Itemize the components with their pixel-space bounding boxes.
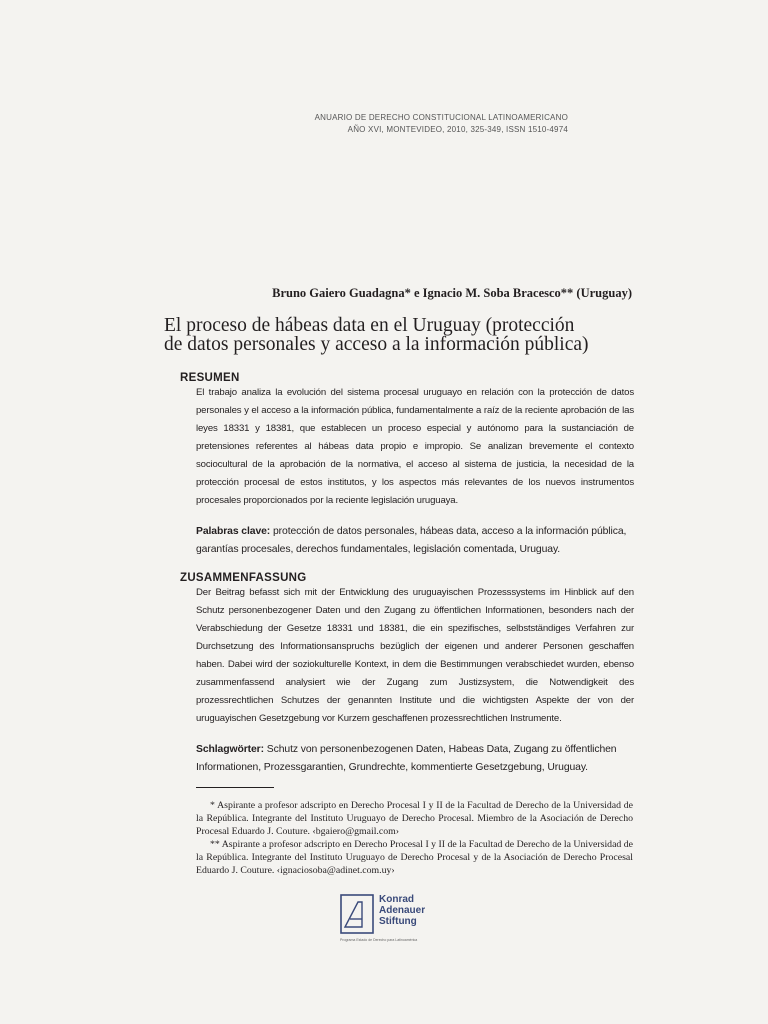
journal-header (315, 112, 568, 136)
footnote-1: * Aspirante a profesor adscripto en Derecho Procesal I y II de la Facultad de Derecho de la Universidad de la República. Integrante del Instituto Uruguayo de Derecho Procesal. Miembro de la Asociación de Derecho Procesal Eduardo J. Couture. ‹bgaiero@gmail.com› (196, 800, 633, 837)
kas-logo-text (379, 894, 425, 927)
resumen-body: El trabajo analiza la evolución del sistema procesal uruguayo en relación con la protección de datos personales y el acceso a la información pública, fundamentalmente a raíz de la reciente aprobación de las leyes 18331 y 18381, que establecen un proceso especial y autónomo para la sustanciación de pretensiones referentes al hábeas data propio e impropio. Se analizan brevemente el contexto sociocultural de la aprobación de la normativa, el acceso al sistema de justicia, la necesidad de la protección procesal de estos institutos, y los aspectos más relevantes de los nuevos instrumentos procesales proporcionados por la reciente legislación uruguaya. (196, 387, 634, 506)
title-line1: El proceso de hábeas data en el Uruguay (protección (164, 315, 575, 336)
kas-logo-line1: Konrad (379, 894, 414, 905)
zusammenfassung-heading: ZUSAMMENFASSUNG (180, 572, 307, 584)
authors: Bruno Gaiero Guadagna* e Ignacio M. Soba Bracesco** (Uruguay) (272, 286, 632, 300)
zusammenfassung-body: Der Beitrag befasst sich mit der Entwicklung des uruguayischen Prozesssystems im Hinblick auf den Schutz personenbezogener Daten und den Zugang zu öffentlichen Informationen, besonders nach der Verabschiedung der Gesetze 18331 und 18381, die ein spezifisches, selbstständiges Verfahren zur Durchsetzung des Informationsanspruchs bezüglich der eigenen und anderer Personen geschaffen haben. Dabei wird der soziokulturelle Kontext, in dem die Bestimmungen verabschiedet wurden, ebenso zusammenfassend analysiert wie der Zugang zum Justizsystem, die Notwendigkeit des prozessrechtlichen Schutzes der genannten Institute und die wichtigsten Aspekte der von der uruguayischen Gesetzgebung vor Kurzem geschaffenen prozessrechtlichen Instrumente. (196, 587, 634, 724)
kas-logo-line2: Adenauer (379, 905, 426, 916)
resumen-heading: RESUMEN (180, 372, 240, 384)
resumen-keywords-text: protección de datos personales, hábeas data, acceso a la información pública, garantías procesales, derechos fundamentales, legislación comentada, Uruguay. (196, 526, 627, 555)
zusammenfassung-section (180, 572, 634, 777)
kas-logo-subtitle: Programa Estado de Derecho para Latinoamérica (340, 938, 418, 942)
article-title (164, 316, 624, 354)
footnote-2: ** Aspirante a profesor adscripto en Derecho Procesal I y II de la Facultad de Derecho de la Universidad de la República. Integrante del Instituto Uruguayo de Derecho Procesal y de la Asociación de Derecho Procesal Eduardo J. Couture. ‹ignaciosoba@adinet.com.uy› (196, 839, 634, 876)
footnote-divider (196, 787, 274, 788)
resumen-keywords (196, 523, 634, 559)
footnotes (196, 799, 633, 877)
kas-logo-line3: Stiftung (379, 916, 417, 927)
kas-logo (340, 894, 440, 946)
zusammenfassung-keywords-label: Schlagwörter: (196, 744, 264, 755)
zusammenfassung-keywords-text: Schutz von personenbezogenen Daten, Habeas Data, Zugang zu öffentlichen Informationen, Prozessgarantien, Grundrechte, kommentierte Gesetzgebung, Uruguay. (196, 744, 617, 773)
title-line2: de datos personales y acceso a la información pública) (164, 334, 589, 355)
journal-header-line1: ANUARIO DE DERECHO CONSTITUCIONAL LATINOAMERICANO (314, 113, 568, 122)
zusammenfassung-keywords (196, 741, 634, 777)
resumen-section (180, 372, 634, 559)
resumen-keywords-label: Palabras clave: (196, 526, 271, 537)
kas-logo-icon (340, 894, 374, 934)
journal-header-line2: AÑO XVI, MONTEVIDEO, 2010, 325-349, ISSN 1510-4974 (347, 125, 568, 134)
